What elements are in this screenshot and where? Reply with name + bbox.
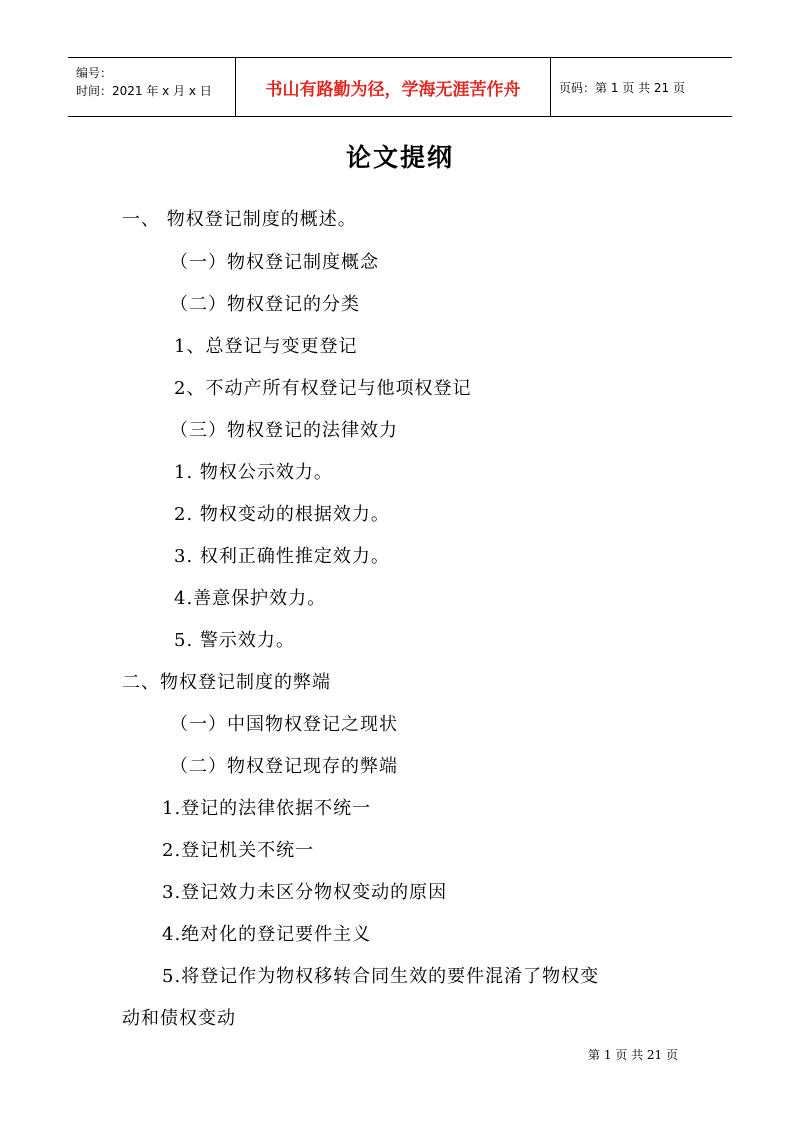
outline-item: 4.绝对化的登记要件主义	[162, 924, 372, 945]
outline-item: （一）中国物权登记之现状	[170, 714, 398, 735]
outline-item: 2、不动产所有权登记与他项权登记	[174, 378, 472, 399]
outline-item: 5. 警示效力。	[174, 630, 295, 651]
outline-item: 动和债权变动	[122, 1008, 236, 1029]
outline-item: 2. 物权变动的根据效力。	[174, 504, 390, 525]
outline-item: 1.登记的法律依据不统一	[162, 798, 372, 819]
outline-item: 4.善意保护效力。	[174, 588, 327, 609]
outline-item: 二、物权登记制度的弊端	[122, 672, 331, 693]
outline-item: （三）物权登记的法律效力	[170, 420, 398, 441]
page-footer: 第 1 页 共 21 页	[588, 1048, 678, 1062]
header-motto: 书山有路勤为径，学海无涯苦作舟	[236, 58, 551, 116]
outline-item: （二）物权登记现存的弊端	[170, 756, 398, 777]
outline-item: 1. 物权公示效力。	[174, 462, 333, 483]
outline-item: 1、总登记与变更登记	[174, 336, 358, 357]
page-header	[68, 57, 732, 117]
header-page-info: 页码：第 1 页 共 21 页	[559, 80, 685, 95]
outline-item: （一）物权登记制度概念	[170, 252, 379, 273]
outline-item: 2.登记机关不统一	[162, 840, 315, 861]
header-meta	[68, 58, 236, 116]
document-number-label: 编号：	[76, 66, 113, 80]
outline-item: 一、 物权登记制度的概述。	[122, 209, 357, 230]
outline-item: 3. 权利正确性推定效力。	[174, 546, 390, 567]
document-date: 时间：2021 年 x 月 x 日	[76, 84, 212, 98]
outline-item: 5.将登记作为物权移转合同生效的要件混淆了物权变	[162, 966, 600, 987]
outline-item: 3.登记效力未区分物权变动的原因	[162, 882, 448, 903]
outline-item: （二）物权登记的分类	[170, 294, 360, 315]
page-title: 论文提纲	[345, 143, 454, 172]
